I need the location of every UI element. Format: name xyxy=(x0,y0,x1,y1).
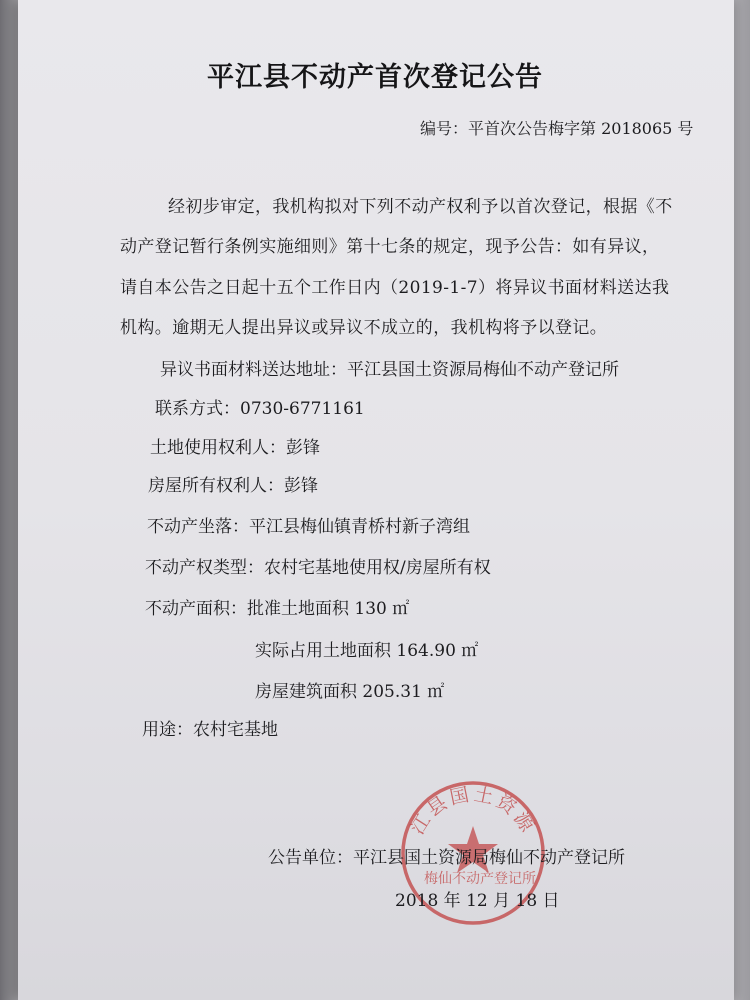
house-owner: 房屋所有权利人：彭锋 xyxy=(148,476,318,496)
body-line-3: 请自本公告之日起十五个工作日内（2019-1-7）将异议书面材料送达我 xyxy=(120,278,670,298)
body-line-4: 机构。逾期无人提出异议或异议不成立的，我机构将予以登记。 xyxy=(120,318,608,338)
body-line-1: 经初步审定，我机构拟对下列不动产权利予以首次登记，根据《不 xyxy=(168,197,673,217)
area-approved: 不动产面积：批准土地面积 130 ㎡ xyxy=(145,599,410,619)
land-right-holder: 土地使用权利人：彭锋 xyxy=(150,438,320,458)
document-title: 平江县不动产首次登记公告 xyxy=(207,62,543,93)
issue-date: 2018 年 12 月 18 日 xyxy=(395,891,560,911)
property-location: 不动产坐落：平江县梅仙镇青桥村新子湾组 xyxy=(147,517,470,537)
usage: 用途：农村宅基地 xyxy=(142,720,278,740)
body-line-2: 动产登记暂行条例实施细则》第十七条的规定，现予公告：如有异议， xyxy=(120,237,660,257)
issuer: 公告单位：平江县国土资源局梅仙不动产登记所 xyxy=(268,848,625,868)
area-building: 房屋建筑面积 205.31 ㎡ xyxy=(255,682,445,702)
objection-address: 异议书面材料送达地址：平江县国土资源局梅仙不动产登记所 xyxy=(160,360,619,380)
contact-info: 联系方式：0730-6771161 xyxy=(155,399,365,419)
seal-top-text: 江县国土资源 xyxy=(406,783,540,839)
seal-bottom-text: 梅仙不动产登记所 xyxy=(424,871,536,887)
right-type: 不动产权类型：农村宅基地使用权/房屋所有权 xyxy=(145,558,491,578)
document-number: 编号：平首次公告梅字第 2018065 号 xyxy=(420,119,694,138)
area-actual: 实际占用土地面积 164.90 ㎡ xyxy=(255,641,479,661)
